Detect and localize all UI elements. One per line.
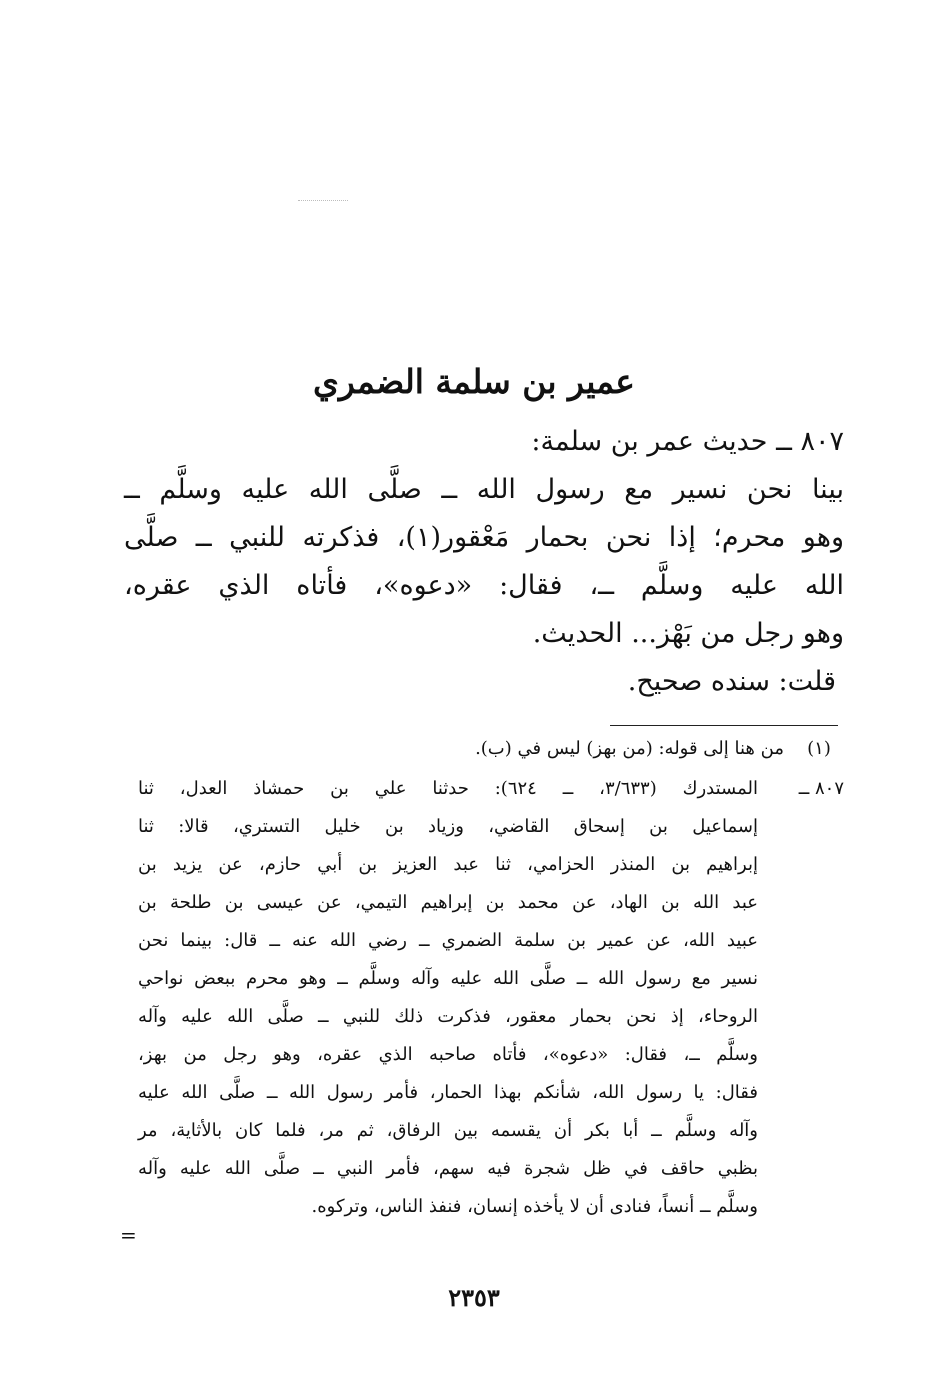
hadith-verdict: قلت: سنده صحيح. [627, 666, 836, 697]
source-notes-text [138, 770, 758, 1226]
faint-header-rule [298, 200, 348, 201]
continuation-mark: = [120, 1223, 137, 1247]
hadith-line: وهو رجل من بَهْز... الحديث. [532, 618, 844, 649]
footnote-separator [610, 725, 838, 726]
notes-line: الروحاء، إذ نحن بحمار معقور، فذكرت ذلك للنبي ــ صلَّى الله عليه وآله [138, 1006, 758, 1027]
footnote-number: (١) [807, 738, 831, 759]
notes-line: فقال: يا رسول الله، شأنكم بهذا الحمار، فأمر رسول الله ــ صلَّى الله عليه [138, 1082, 758, 1103]
notes-line: وسلَّم ــ، فقال: «دعوه»، فأتاه صاحبه الذي عقره، وهو رجل من بهز، [138, 1044, 758, 1065]
notes-line: وسلَّم ــ أنساً، فنادى أن لا يأخذه إنسان، فنفذ الناس، وتركوه. [311, 1196, 758, 1217]
notes-line: عبيد الله، عن عمير بن سلمة الضمري ــ رضي الله عنه ــ قال: بينما نحن [138, 930, 758, 951]
notes-line: المستدرك (٣/٦٣٣، ــ ٦٢٤): حدثنا علي بن حمشاذ العدل، ثنا [138, 778, 758, 799]
source-notes-label: ٨٠٧ ــ [798, 778, 844, 799]
hadith-text [124, 466, 844, 706]
hadith-line: بينا نحن نسير مع رسول الله ــ صلَّى الله عليه وسلَّم ــ [124, 474, 844, 505]
notes-line: إسماعيل بن إسحاق القاضي، وزياد بن خليل التستري، قالا: ثنا [138, 816, 758, 837]
notes-line: إبراهيم بن المنذر الحزامي، ثنا عبد العزيز بن أبي حازم، عن يزيد بن [138, 854, 758, 875]
chapter-title: عمير بن سلمة الضمري [312, 362, 635, 401]
hadith-heading: ٨٠٧ ــ حديث عمر بن سلمة: [531, 426, 844, 457]
notes-line: وآله وسلَّم ــ أبا بكر أن يقسمه بين الرفاق، ثم مر، فلما كان بالأثاية، مر [138, 1120, 758, 1141]
hadith-line: الله عليه وسلَّم ــ، فقال: «دعوه»، فأتاه الذي عقره، [124, 570, 844, 601]
page-number: ٢٣٥٣ [448, 1283, 500, 1312]
notes-line: بظبي حاقف في ظل شجرة فيه سهم، فأمر النبي ــ صلَّى الله عليه وآله [138, 1158, 758, 1179]
footnote-text: من هنا إلى قوله: (من بهز) ليس في (ب). [475, 738, 784, 759]
notes-line: عبد الله بن الهاد، عن محمد بن إبراهيم التيمي، عن عيسى بن طلحة بن [138, 892, 758, 913]
hadith-line: وهو محرم؛ إذا نحن بحمار مَعْقور(١)، فذكرته للنبي ــ صلَّى [124, 522, 845, 553]
notes-line: نسير مع رسول الله ــ صلَّى الله عليه وآله وسلَّم ــ وهو محرم ببعض نواحي [138, 968, 758, 989]
